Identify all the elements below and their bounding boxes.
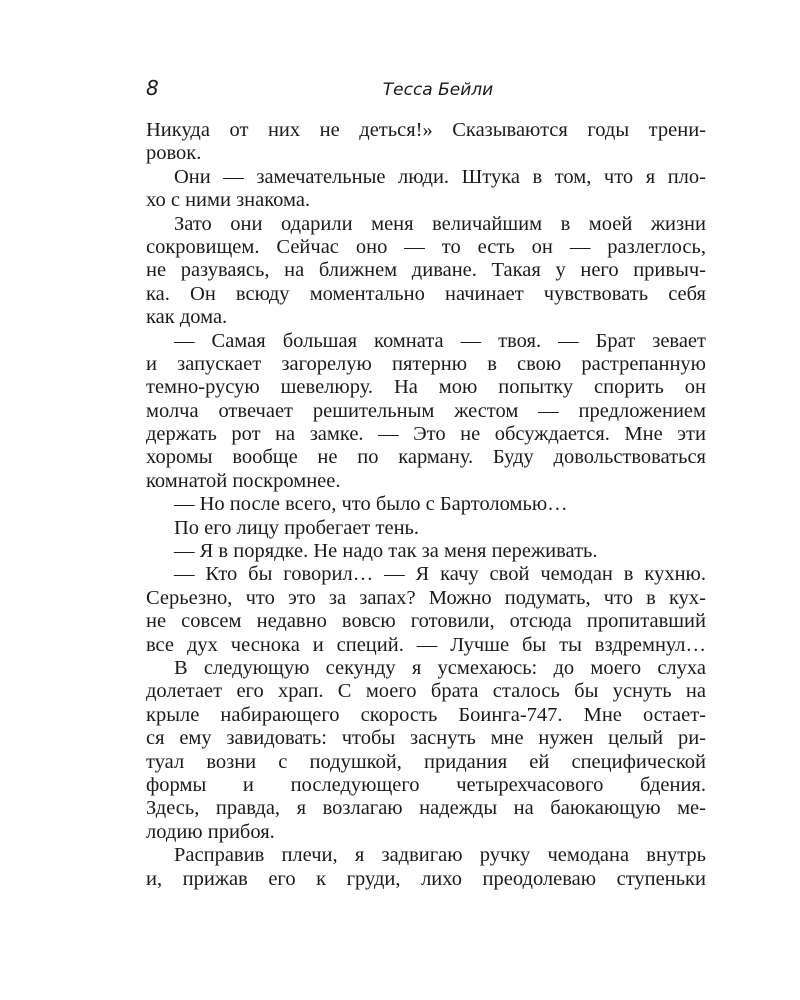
- text-line: Зато они одарили меня величайшим в моей жизни: [174, 212, 706, 235]
- text-line: комнатой поскромнее.: [146, 469, 341, 492]
- text-line: держать рот на замке. — Это не обсуждается. Мне эти: [146, 423, 706, 446]
- text-line: Серьезно, что это за запах? Можно подумать, что в кух-: [146, 586, 706, 609]
- text-line: и, прижав его к груди, лихо преодолеваю ступеньки: [146, 867, 706, 890]
- text-line: ровок.: [146, 142, 202, 165]
- text-line: и запускает загорелую пятерню в свою растрепанную: [146, 352, 706, 375]
- text-line: — Но после всего, что было с Бартоломью…: [174, 493, 568, 516]
- text-line: крыле набирающего скорость Боинга-747. Мне остает-: [146, 703, 706, 726]
- text-line: ка. Он всюду моментально начинает чувствовать себя: [146, 282, 706, 305]
- text-line: как дома.: [146, 306, 228, 329]
- page-number: 8: [146, 76, 159, 100]
- text-line: — Кто бы говорил… — Я качу свой чемодан в кухню.: [174, 563, 706, 586]
- text-line: темно-русую шевелюру. На мою попытку спорить он: [146, 376, 706, 399]
- text-line: хоромы вообще не по карману. Буду довольствоваться: [146, 446, 706, 469]
- text-line: — Самая большая комната — твоя. — Брат зевает: [174, 329, 706, 352]
- text-line: долетает его храп. С моего брата сталось бы уснуть на: [146, 680, 706, 703]
- running-head-author: Тесса Бейли: [382, 80, 494, 100]
- text-line: По его лицу пробегает тень.: [174, 516, 420, 539]
- text-line: Здесь, правда, я возлагаю надежды на баюкающую ме-: [146, 797, 706, 820]
- text-line: В следующую секунду я усмехаюсь: до моего слуха: [174, 656, 706, 679]
- text-line: туал возни с подушкой, придания ей специфической: [146, 750, 706, 773]
- text-line: не разуваясь, на ближнем диване. Такая у него привыч-: [146, 259, 706, 282]
- text-line: молча отвечает решительным жестом — предложением: [146, 399, 706, 422]
- text-line: Расправив плечи, я задвигаю ручку чемодана внутрь: [174, 844, 706, 867]
- text-line: не совсем недавно вовсю готовили, отсюда пропитавший: [146, 610, 706, 633]
- text-line: ся ему завидовать: чтобы заснуть мне нужен целый ри-: [146, 727, 706, 750]
- body-text: [146, 119, 706, 891]
- text-line: лодию прибоя.: [146, 820, 275, 843]
- text-line: — Я в порядке. Не надо так за меня переживать.: [174, 540, 598, 563]
- text-line: все дух чеснока и специй. — Лучше бы ты вздремнул…: [146, 633, 706, 656]
- text-line: формы и последующего четырехчасового бдения.: [146, 773, 706, 796]
- text-line: Они — замечательные люди. Штука в том, что я пло-: [174, 165, 706, 188]
- text-line: Никуда от них не деться!» Сказываются годы трени-: [146, 119, 706, 141]
- text-line: хо с ними знакома.: [146, 189, 311, 212]
- text-line: сокровищем. Сейчас оно — то есть он — разлеглось,: [146, 235, 706, 258]
